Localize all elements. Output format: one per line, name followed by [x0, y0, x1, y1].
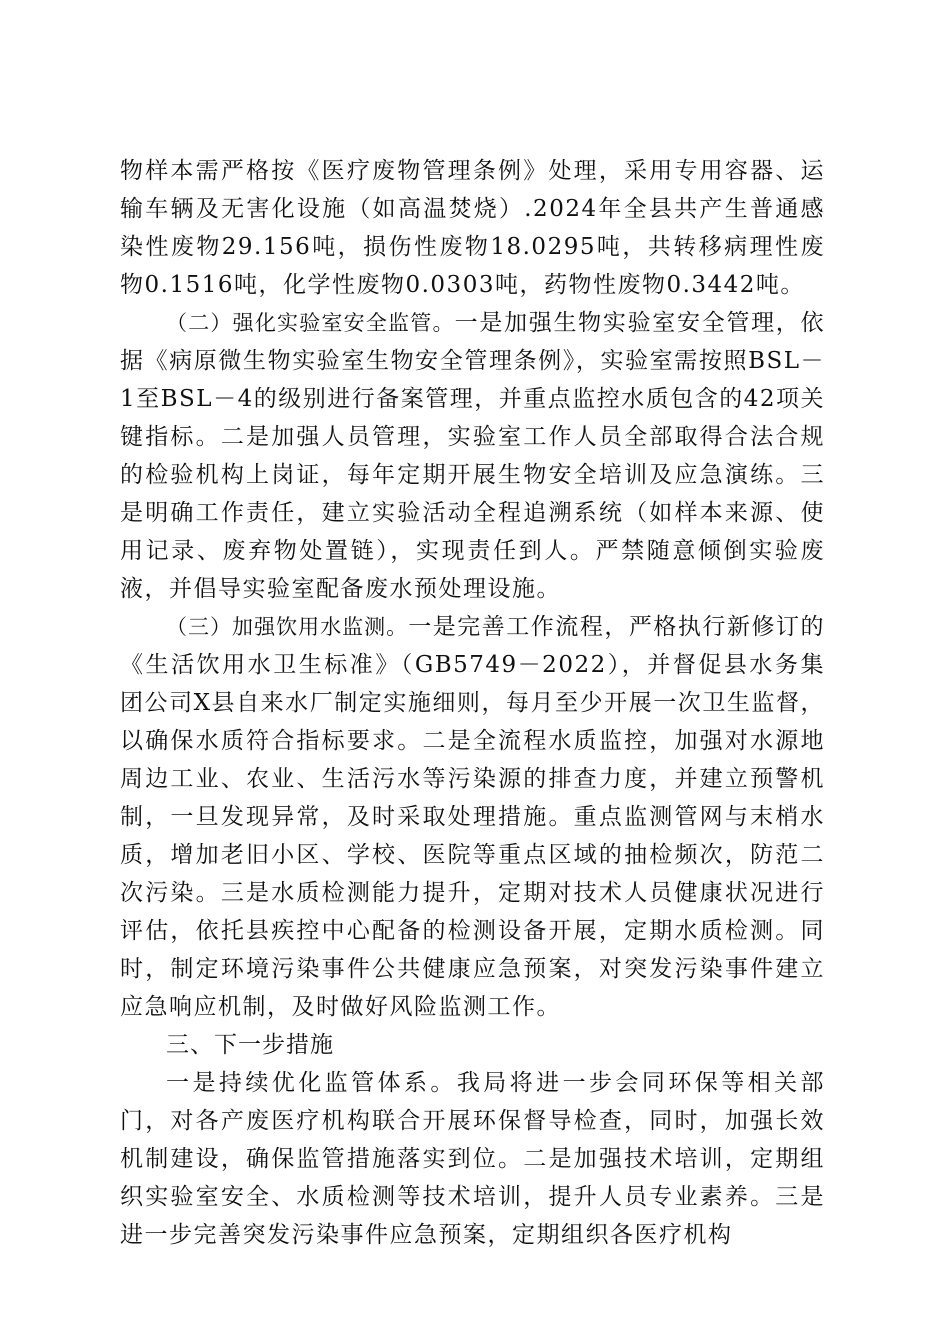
water-monitoring-body: 一是完善工作流程，严格执行新修订的《生活饮用水卫生标准》（GB5749－2022），并督促县水务集团公司X县自来水厂制定实施细则，每月至少开展一次卫生监督，以确保水质符合指标要求。二是全流程水质监控，加强对水源地周边工业、农业、生活污水等污染源的排查力度，并建立预警机制，一旦发现异常，及时采取处理措施。重点监测管网与末梢水质，增加老旧小区、学校、医院等重点区域的抽检频次，防范二次污染。三是水质检测能力提升，定期对技术人员健康状况进行评估，依托县疾控中心配备的检测设备开展，定期水质检测。同时，制定环境污染事件公共健康应急预案，对突发污染事件建立应急响应机制，及时做好风险监测工作。 [120, 614, 825, 1020]
next-steps-heading: 三、下一步措施 [166, 1032, 334, 1058]
paragraph-lab-safety [120, 304, 825, 608]
lab-safety-body: 一是加强生物实验室安全管理，依据《病原微生物实验室生物安全管理条例》，实验室需按照BSL－1至BSL－4的级别进行备案管理，并重点监控水质包含的42项关键指标。二是加强人员管理，实验室工作人员全部取得合法合规的检验机构上岗证，每年定期开展生物安全培训及应急演练。三是明确工作责任，建立实验活动全程追溯系统（如样本来源、使用记录、废弃物处置链），实现责任到人。严禁随意倾倒实验废液，并倡导实验室配备废水预处理设施。 [120, 310, 826, 602]
water-monitoring-heading: （三）加强饮用水监测。 [166, 615, 409, 639]
paragraph-next-steps: 一是持续优化监管体系。我局将进一步会同环保等相关部门，对各产废医疗机构联合开展环保督导检查，同时，加强长效机制建设，确保监管措施落实到位。二是加强技术培训，定期组织实验室安全、水质检测等技术培训，提升人员专业素养。三是进一步完善突发污染事件应急预案，定期组织各医疗机构 [120, 1070, 825, 1248]
paragraph-water-monitoring [120, 608, 825, 1026]
paragraph-medical-waste: 物样本需严格按《医疗废物管理条例》处理，采用专用容器、运输车辆及无害化设施（如高温焚烧）.2024年全县共产生普通感染性废物29.156吨，损伤性废物18.0295吨，共转移病理性废物0.1516吨，化学性废物0.0303吨，药物性废物0.3442吨。 [120, 158, 825, 298]
document-body [120, 152, 825, 1254]
lab-safety-heading: （二）强化实验室安全监管。 [166, 311, 455, 335]
